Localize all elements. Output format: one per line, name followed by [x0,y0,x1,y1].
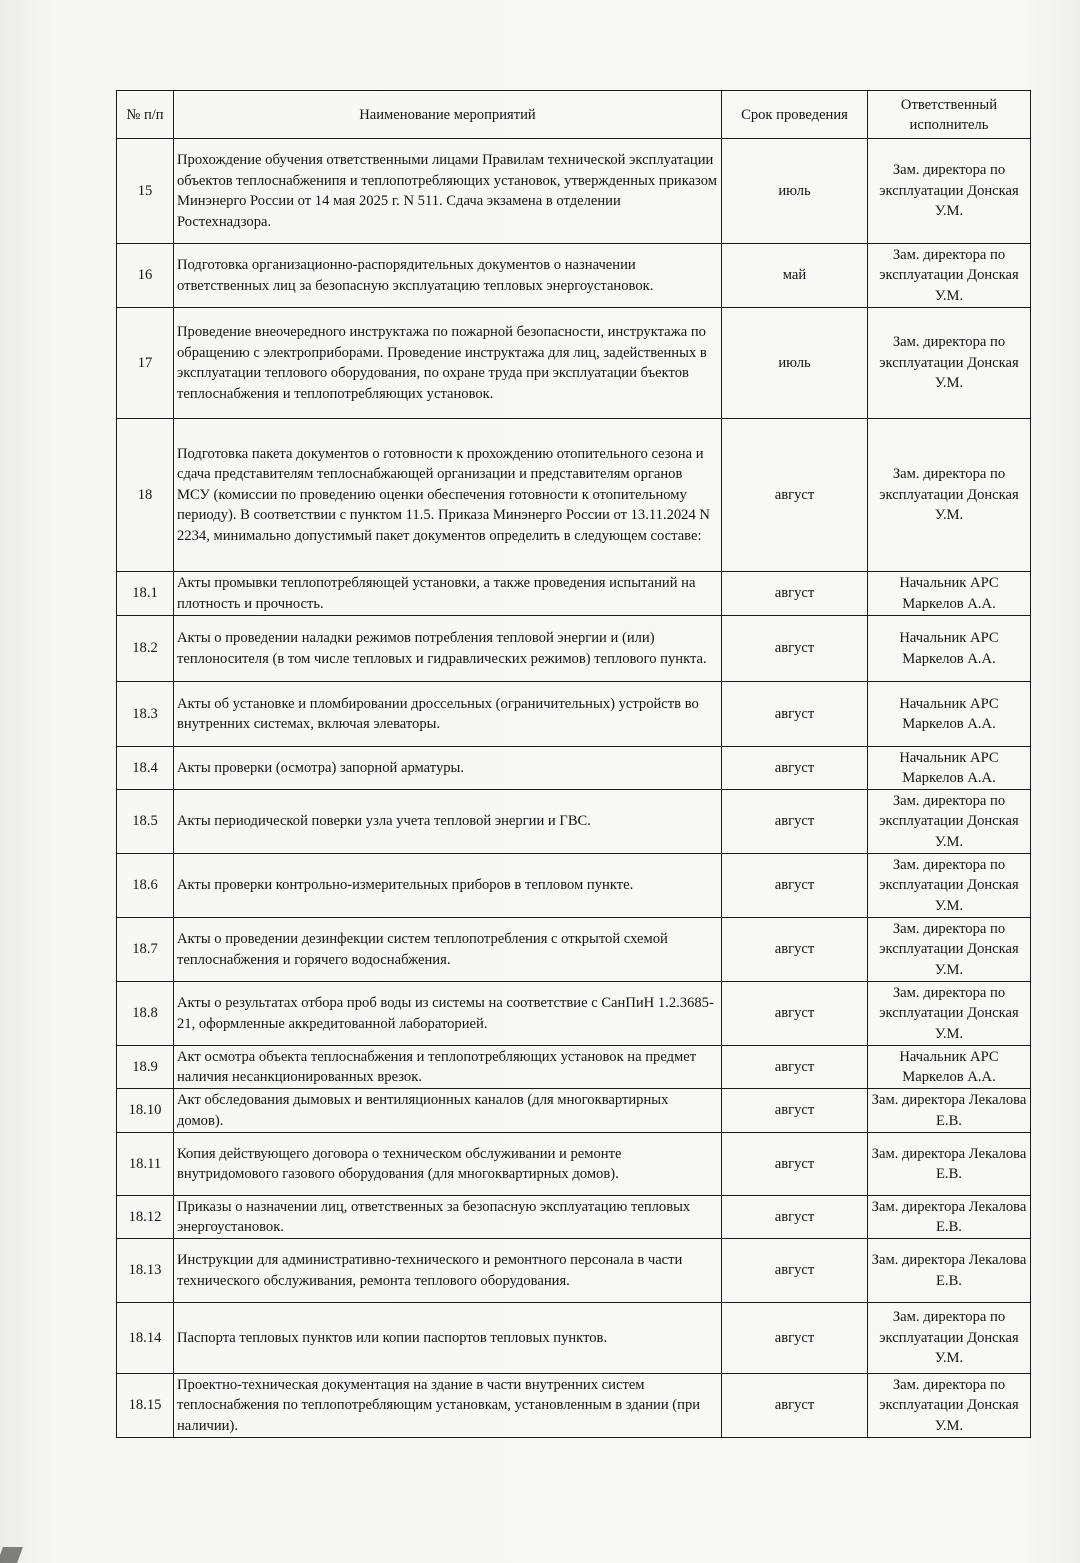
table-row [117,308,1031,419]
row-responsible: Зам. директора Лекалова Е.В. [868,1089,1031,1133]
table-row [117,244,1031,308]
row-responsible: Начальник АРС Маркелов А.А. [868,1046,1031,1089]
table-row [117,139,1031,244]
row-responsible: Зам. директора по эксплуатации Донская У.М. [868,1374,1031,1438]
row-title: Приказы о назначении лиц, ответственных за безопасную эксплуатацию тепловых энергоустановок. [174,1196,722,1239]
row-number: 18.1 [117,572,174,616]
row-date: август [722,918,868,982]
scan-artifact [0,1547,23,1563]
row-date: июль [722,139,868,244]
row-responsible: Зам. директора по эксплуатации Донская У.М. [868,918,1031,982]
table-row [117,1239,1031,1303]
row-number: 18.12 [117,1196,174,1239]
row-responsible: Зам. директора по эксплуатации Донская У.М. [868,982,1031,1046]
header-responsible: Ответственный исполнитель [868,91,1031,139]
row-date: август [722,1046,868,1089]
row-number: 18.2 [117,616,174,682]
row-title: Акт осмотра объекта теплоснабжения и теплопотребляющих установок на предмет наличия несанкционированных врезок. [174,1046,722,1089]
row-date: август [722,616,868,682]
row-date: август [722,682,868,747]
row-title: Инструкции для административно-технического и ремонтного персонала в части технического обслуживания, ремонта теплового оборудования. [174,1239,722,1303]
row-number: 18.5 [117,790,174,854]
row-date: август [722,1303,868,1374]
row-responsible: Зам. директора по эксплуатации Донская У.М. [868,139,1031,244]
row-responsible: Зам. директора по эксплуатации Донская У.М. [868,419,1031,572]
row-title: Акты проверки (осмотра) запорной арматуры. [174,747,722,790]
table-row [117,918,1031,982]
row-number: 16 [117,244,174,308]
table-body [117,139,1031,1438]
row-number: 18.11 [117,1133,174,1196]
row-date: август [722,572,868,616]
row-number: 18.6 [117,854,174,918]
row-responsible: Зам. директора Лекалова Е.В. [868,1196,1031,1239]
row-responsible: Зам. директора по эксплуатации Донская У.М. [868,244,1031,308]
row-title: Акты о проведении дезинфекции систем теплопотребления с открытой схемой теплоснабжения и горячего водоснабжения. [174,918,722,982]
table-row [117,982,1031,1046]
row-responsible: Начальник АРС Маркелов А.А. [868,572,1031,616]
table-header-row [117,91,1031,139]
row-title: Акт обследования дымовых и вентиляционных каналов (для многоквартирных домов). [174,1089,722,1133]
table-row [117,1303,1031,1374]
table-row [117,1046,1031,1089]
table-row [117,747,1031,790]
row-number: 18 [117,419,174,572]
row-date: июль [722,308,868,419]
row-title: Акты о результатах отбора проб воды из системы на соответствие с СанПиН 1.2.3685-21, оформленные аккредитованной лабораторией. [174,982,722,1046]
row-responsible: Зам. директора по эксплуатации Донская У.М. [868,790,1031,854]
table-row [117,1374,1031,1438]
row-number: 18.14 [117,1303,174,1374]
table-row [117,1133,1031,1196]
row-responsible: Зам. директора Лекалова Е.В. [868,1239,1031,1303]
row-responsible: Начальник АРС Маркелов А.А. [868,747,1031,790]
row-number: 15 [117,139,174,244]
row-date: август [722,982,868,1046]
row-title: Подготовка организационно-распорядительных документов о назначении ответственных лиц за безопасную эксплуатацию тепловых энергоустановок. [174,244,722,308]
row-title: Паспорта тепловых пунктов или копии паспортов тепловых пунктов. [174,1303,722,1374]
table-row [117,1196,1031,1239]
row-number: 18.10 [117,1089,174,1133]
table-row [117,616,1031,682]
row-date: август [722,1374,868,1438]
row-number: 18.7 [117,918,174,982]
row-number: 18.9 [117,1046,174,1089]
row-number: 18.3 [117,682,174,747]
row-responsible: Зам. директора по эксплуатации Донская У.М. [868,854,1031,918]
row-title: Акты промывки теплопотребляющей установки, а также проведения испытаний на плотность и прочность. [174,572,722,616]
row-responsible: Зам. директора Лекалова Е.В. [868,1133,1031,1196]
row-number: 18.8 [117,982,174,1046]
row-date: август [722,747,868,790]
header-date: Срок проведения [722,91,868,139]
table-row [117,419,1031,572]
table-row [117,790,1031,854]
row-title: Прохождение обучения ответственными лицами Правилам технической эксплуатации объектов теплоснабженипя и теплопотребляющих установок, утвержденных приказом Минэнерго России от 14 мая 2025 г. N 511. Сдача экзамена в отделении Ростехнадзора. [174,139,722,244]
row-date: август [722,1133,868,1196]
header-num: № п/п [117,91,174,139]
row-title: Акты проверки контрольно-измерительных приборов в тепловом пункте. [174,854,722,918]
row-responsible: Начальник АРС Маркелов А.А. [868,616,1031,682]
row-responsible: Зам. директора по эксплуатации Донская У.М. [868,308,1031,419]
row-date: август [722,1089,868,1133]
row-number: 18.15 [117,1374,174,1438]
row-title: Акты периодической поверки узла учета тепловой энергии и ГВС. [174,790,722,854]
row-responsible: Зам. директора по эксплуатации Донская У.М. [868,1303,1031,1374]
table-row [117,572,1031,616]
row-title: Проектно-техническая документация на здание в части внутренних систем теплоснабжения по теплопотребляющим установкам, установленным в здании (при наличии). [174,1374,722,1438]
table-row [117,1089,1031,1133]
row-number: 17 [117,308,174,419]
row-responsible: Начальник АРС Маркелов А.А. [868,682,1031,747]
row-date: август [722,1196,868,1239]
row-title: Акты об установке и пломбировании дроссельных (ограничительных) устройств во внутренних системах, включая элеваторы. [174,682,722,747]
row-title: Проведение внеочередного инструктажа по пожарной безопасности, инструктажа по обращению с электроприборами. Проведение инструктажа для лиц, задейственных в эксплуатации теплового оборудования, по охране труда при эксплуатации бъектов теплоснабжения и теплопотребляющих установок. [174,308,722,419]
table-row [117,854,1031,918]
row-date: май [722,244,868,308]
header-title: Наименование мероприятий [174,91,722,139]
row-title: Подготовка пакета документов о готовности к прохождению отопительного сезона и сдача представителям теплоснабжающей организации и представителям органов МСУ (комиссии по проведению оценки обеспечения готовности к отопительному периоду). В соответствии с пунктом 11.5. Приказа Минэнерго России от 13.11.2024 N 2234, минимально допустимый пакет документов определить в следующем составе: [174,419,722,572]
row-title: Акты о проведении наладки режимов потребления тепловой энергии и (или) теплоносителя (в том числе тепловых и гидравлических режимов) теплового пункта. [174,616,722,682]
row-date: август [722,419,868,572]
table-row [117,682,1031,747]
row-date: август [722,790,868,854]
row-number: 18.13 [117,1239,174,1303]
row-date: август [722,854,868,918]
events-table [116,90,1031,1438]
row-title: Копия действующего договора о техническом обслуживании и ремонте внутридомового газового оборудования (для многоквартирных домов). [174,1133,722,1196]
row-date: август [722,1239,868,1303]
row-number: 18.4 [117,747,174,790]
